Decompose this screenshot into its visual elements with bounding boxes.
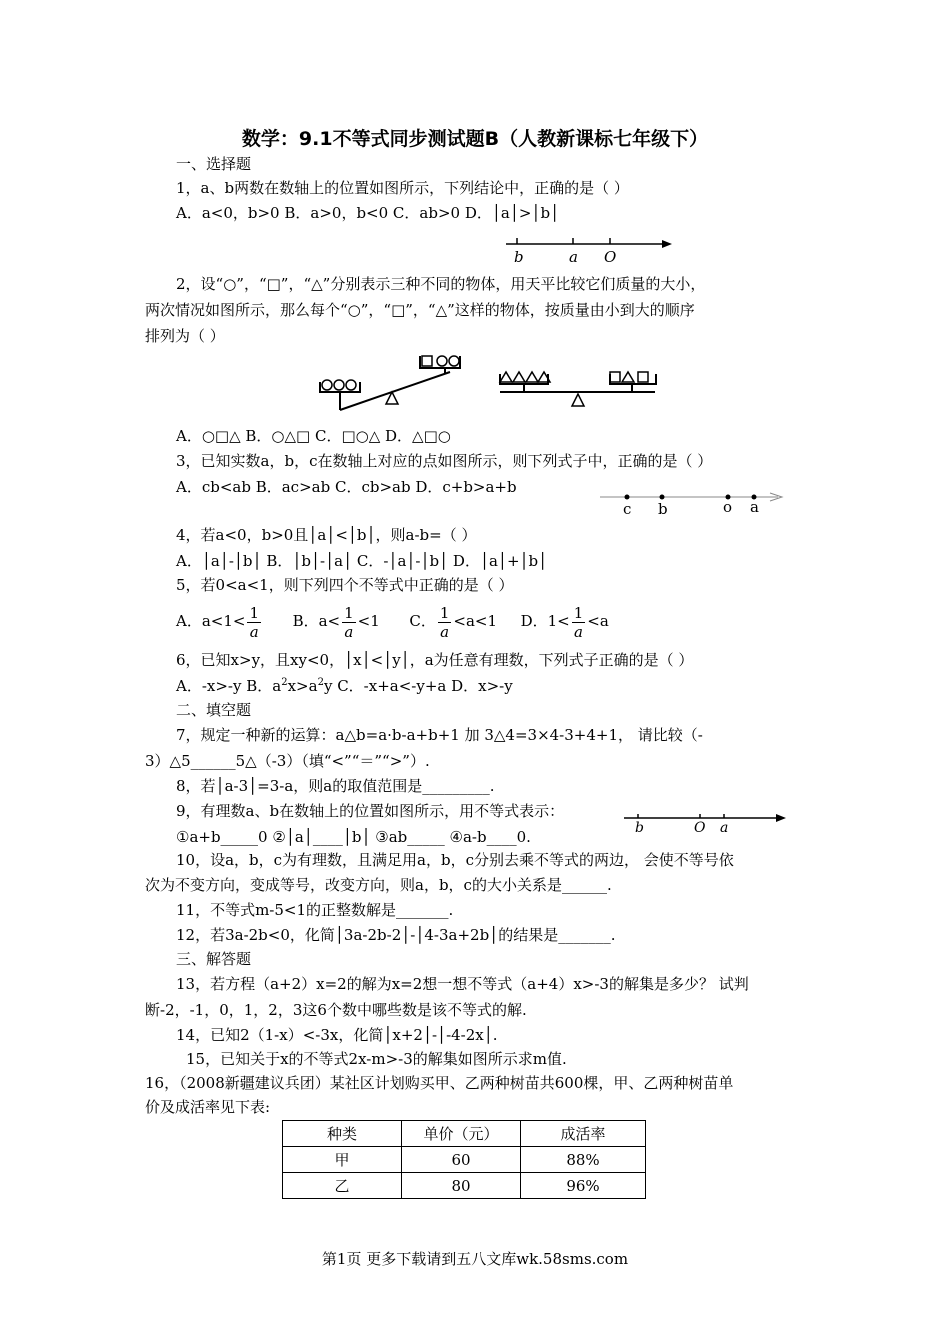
- frac-den: a: [440, 622, 450, 641]
- q5-opt-d: D．1<: [520, 612, 570, 630]
- q5-opt-d-post: <a: [587, 612, 609, 630]
- frac-den: a: [344, 622, 354, 641]
- table-cell: 60: [402, 1147, 521, 1173]
- q9-label-o: O: [694, 820, 706, 836]
- table-header: 种类: [283, 1121, 402, 1147]
- q14: 14，已知2（1-x）<-3x，化简│x+2│-│-4-2x│.: [176, 1026, 498, 1044]
- frac-den: a: [574, 622, 583, 641]
- page-title: 数学：9.1不等式同步测试题B（人教新课标七年级下）: [241, 128, 709, 150]
- table-header: 单价（元）: [402, 1121, 521, 1147]
- q11: 11，不等式m-5<1的正整数解是_______.: [176, 901, 454, 919]
- q10-line1: 10，设a，b，c为有理数，且满足用a，b，c分别去乘不等式的两边， 会使不等号依: [176, 851, 734, 869]
- q5-opt-a: A．a<1<: [176, 612, 246, 630]
- q1-label-o: O: [604, 248, 617, 266]
- q2-options: A．○□△ B．○△□ C．□○△ D．△□○: [176, 427, 451, 445]
- q1-label-b: b: [514, 248, 524, 266]
- q13-line1: 13，若方程（a+2）x=2的解为x=2想一想不等式（a+4）x>-3的解集是多少？ 试判: [176, 975, 749, 993]
- q2-balance-figure: [310, 352, 670, 414]
- left-balance: [320, 356, 460, 410]
- q4-stem: 4，若a<0，b>0且│a│<│b│，则a-b=（ ）: [176, 526, 477, 544]
- table-cell: 甲: [283, 1147, 402, 1173]
- q9-number-line: [620, 808, 790, 838]
- q7-line1: 7，规定一种新的运算：a△b=a·b-a+b+1 加 3△4=3×4-3+4+1， 请比较（-: [176, 726, 703, 744]
- q3-number-line: [598, 488, 793, 520]
- q9-blanks: ①a+b_____0 ②│a│____│b│ ③ab_____ ④a-b____0.: [176, 828, 531, 846]
- q9-label-a: a: [720, 820, 729, 836]
- q3-options: A．cb<ab B．ac>ab C．cb>ab D．c+b>a+b: [176, 478, 517, 496]
- section-choice: 一、选择题: [176, 155, 252, 173]
- q6-sup2: 2: [317, 677, 324, 688]
- q2-line2: 两次情况如图所示，那么每个“○”，“□”，“△”这样的物体，按质量由小到大的顺序: [145, 301, 695, 319]
- q13-line2: 断-2，-1，0，1，2，3这6个数中哪些数是该不等式的解.: [145, 1001, 527, 1019]
- q6-sup1: 2: [281, 677, 288, 688]
- q5-opt-b: B．a<: [292, 612, 341, 630]
- frac-num: 1: [573, 603, 584, 622]
- q3-label-c: c: [623, 500, 632, 518]
- table-cell: 88%: [521, 1147, 646, 1173]
- q2-line3: 排列为（ ）: [145, 327, 225, 345]
- q12: 12，若3a-2b<0，化简│3a-2b-2│-│4-3a+2b│的结果是_______.: [176, 926, 616, 944]
- section-answer: 三、解答题: [176, 950, 252, 968]
- right-balance: [500, 372, 656, 406]
- q6-options: [176, 676, 513, 696]
- frac-num: 1: [249, 603, 260, 622]
- q1-options: A．a<0，b>0 B．a>0，b<0 C．ab>0 D．│a│>│b│: [176, 204, 560, 222]
- q1-stem: 1，a、b两数在数轴上的位置如图所示，下列结论中，正确的是（ ）: [176, 179, 629, 197]
- q5-opt-c: C．: [409, 612, 436, 630]
- q5-frac-a: [247, 604, 261, 641]
- q5-frac-b: [342, 604, 356, 641]
- q3-label-o: o: [723, 498, 733, 516]
- q3-stem: 3，已知实数a，b，c在数轴上对应的点如图所示，则下列式子中，正确的是（ ）: [176, 452, 713, 470]
- frac-num: 1: [344, 603, 354, 622]
- section-fill: 二、填空题: [176, 701, 252, 719]
- q5-options: [176, 600, 609, 644]
- q5-opt-b-post: <1: [357, 612, 380, 630]
- q3-label-a: a: [750, 498, 759, 516]
- q5-opt-c-post: <a<1: [453, 612, 498, 630]
- q8: 8，若│a-3│=3-a，则a的取值范围是_________.: [176, 777, 495, 795]
- q3-label-b: b: [658, 500, 668, 518]
- table-header-row: [283, 1121, 646, 1147]
- q5-frac-d: [572, 604, 586, 641]
- q4-options: A．│a│-│b│ B．│b│-│a│ C．-│a│-│b│ D．│a│+│b│: [176, 552, 548, 570]
- frac-den: a: [249, 622, 259, 641]
- table-header: 成活率: [521, 1121, 646, 1147]
- q15: 15，已知关于x的不等式2x-m>-3的解集如图所示求m值.: [186, 1050, 567, 1068]
- q6-opt-a: A．-x>-y B．a: [176, 677, 282, 695]
- q16-line2: 价及成活率见下表:: [145, 1098, 271, 1116]
- price-survival-table: [282, 1120, 646, 1199]
- table-row: [283, 1173, 646, 1199]
- q1-number-line: [500, 232, 680, 268]
- q9-stem: 9，有理数a、b在数轴上的位置如图所示，用不等式表示：: [176, 802, 565, 820]
- q2-line1: 2，设“○”，“□”，“△”分别表示三种不同的物体，用天平比较它们质量的大小，: [176, 275, 706, 293]
- q16-line1: 16，（2008新疆建议兵团）某社区计划购买甲、乙两种树苗共600棵，甲、乙两种树苗单: [145, 1074, 734, 1092]
- q6-opt-rest: y C．-x+a<-y+a D．x>-y: [323, 677, 513, 695]
- q10-line2: 次为不变方向，变成等号，改变方向，则a，b，c的大小关系是______.: [145, 876, 612, 894]
- q5-frac-c: [438, 604, 452, 641]
- q6-mid: x>a: [287, 677, 318, 695]
- q5-stem: 5，若0<a<1，则下列四个不等式中正确的是（ ）: [176, 576, 514, 594]
- table-cell: 乙: [283, 1173, 402, 1199]
- page-footer: 第1页 更多下载请到五八文库wk.58sms.com: [321, 1250, 629, 1268]
- table-cell: 80: [402, 1173, 521, 1199]
- q1-label-a: a: [569, 248, 578, 266]
- q6-stem: 6，已知x>y，且xy<0，│x│<│y│，a为任意有理数，下列式子正确的是（ ）: [176, 651, 694, 669]
- q9-label-b: b: [635, 820, 644, 836]
- table-cell: 96%: [521, 1173, 646, 1199]
- frac-num: 1: [439, 603, 450, 622]
- q7-line2: 3）△5______5△（-3）（填“<”“＝”“>”）.: [145, 752, 430, 770]
- table-row: [283, 1147, 646, 1173]
